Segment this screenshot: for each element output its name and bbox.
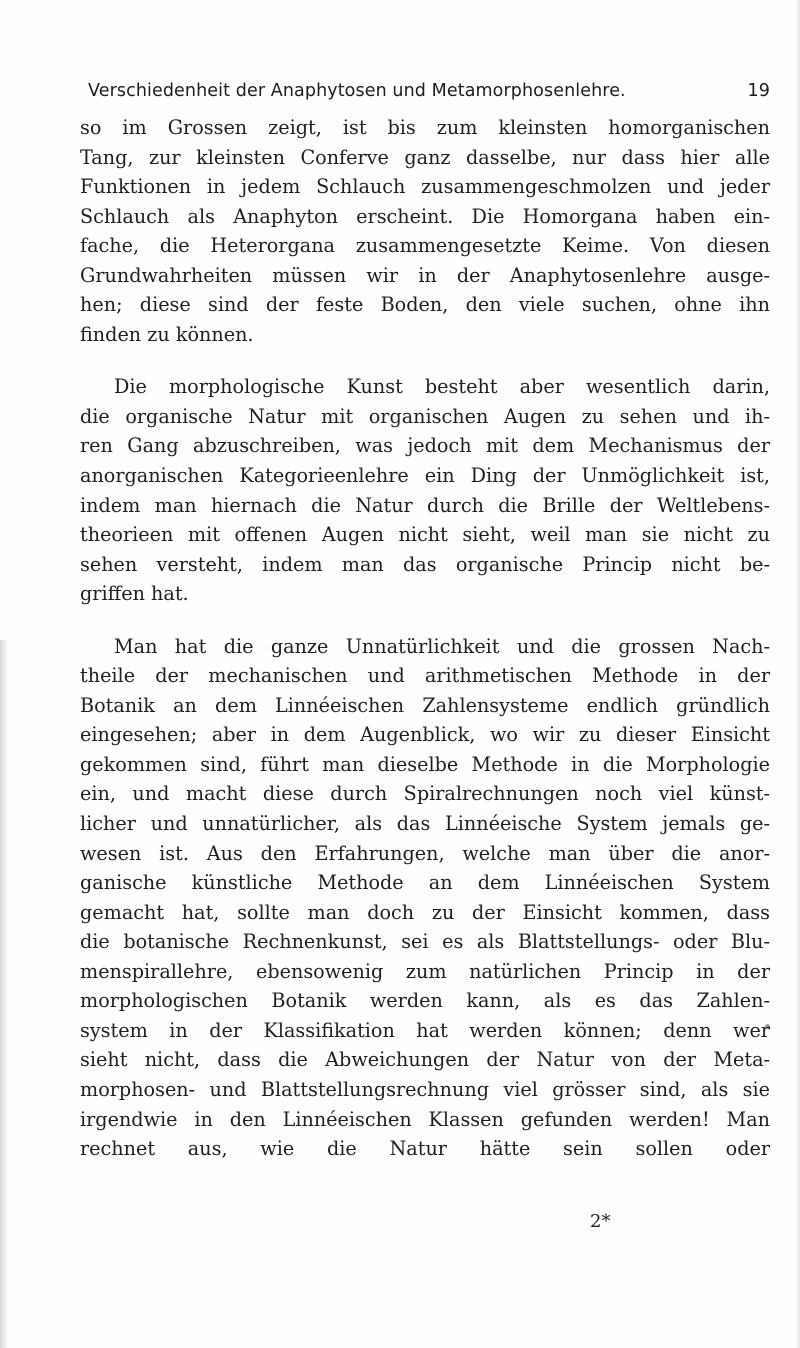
text-line: die organische Natur mit organischen Augen zu sehen und ih- [80,404,770,428]
paragraph-gap [80,609,770,632]
text-line: indem man hiernach die Natur durch die Brille der Weltlebens- [80,493,770,517]
text-line: eingesehen; aber in dem Augenblick, wo wir zu dieser Einsicht [80,723,770,747]
text-line: menspirallehre, ebensowenig zum natürlichen Princip in der [80,959,770,983]
text-line: Grundwahrheiten müssen wir in der Anaphytosenlehre ausge- [80,263,770,287]
text-line: morphosen- und Blattstellungsrechnung viel grösser sind, als sie [80,1077,770,1101]
page-edge-shadow [795,0,800,1348]
paragraph-gap [80,349,770,372]
text-line: fache, die Heterorgana zusammengesetzte Keime. Von diesen [80,234,770,258]
text-line: gemacht hat, sollte man doch zu der Einsicht kommen, dass [80,900,770,924]
paragraph [80,113,770,349]
text-line: licher und unnatürlicher, als das Linnéeische System jemals ge- [80,812,770,836]
text-line: irgendwie in den Linnéeischen Klassen gefunden werden! Man [80,1107,770,1131]
text-line: theorieen mit offenen Augen nicht sieht, weil man sie nicht zu [80,523,770,547]
text-line: system in der Klassifikation hat werden können; denn wer [80,1018,770,1042]
text-line: sieht nicht, dass die Abweichungen der Natur von der Meta- [80,1048,770,1072]
text-line: griffen hat. [80,582,189,606]
text-line: die botanische Rechnenkunst, sei es als Blattstellungs- oder Blu- [80,930,770,954]
text-line: Tang, zur kleinsten Conferve ganz dasselbe, nur dass hier alle [80,145,770,169]
text-line: Botanik an dem Linnéeischen Zahlensysteme endlich gründlich [80,693,770,717]
signature-mark: 2* [590,1211,611,1232]
binding-shadow [0,640,8,1348]
text-line: morphologischen Botanik werden kann, als es das Zahlen- [80,989,770,1013]
text-line: gekommen sind, führt man dieselbe Methode in die Morphologie [80,752,770,776]
text-line: Funktionen in jedem Schlauch zusammengeschmolzen und jeder [80,175,770,199]
running-head [88,81,780,109]
text-line: wesen ist. Aus den Erfahrungen, welche man über die anor- [80,841,770,865]
paragraph [80,372,770,608]
body-text [80,113,770,1164]
text-line: hen; diese sind der feste Boden, den viele suchen, ohne ihn [80,293,770,317]
text-line: Die morphologische Kunst besteht aber wesentlich darin, [114,375,770,399]
text-line: ganische künstliche Methode an dem Linnéeischen System [80,871,770,895]
running-head-title: Verschiedenheit der Anaphytosen und Metamorphosenlehre. [88,81,626,101]
paragraph [80,632,770,1164]
text-line: finden zu können. [80,322,254,346]
text-line: sehen versteht, indem man das organische Princip nicht be- [80,552,770,576]
text-line: so im Grossen zeigt, ist bis zum kleinsten homorganischen [80,116,770,139]
text-line: Schlauch als Anaphyton erscheint. Die Homorgana haben ein- [80,204,770,228]
text-line: anorganischen Kategorieenlehre ein Ding der Unmöglichkeit ist, [80,464,770,488]
page-number: 19 [747,81,770,101]
text-line: ein, und macht diese durch Spiralrechnungen noch viel künst- [80,782,770,806]
text-line: theile der mechanischen und arithmetischen Methode in der [80,664,770,688]
text-line: ren Gang abzuschreiben, was jedoch mit dem Mechanismus der [80,434,770,458]
text-line: rechnet aus, wie die Natur hätte sein sollen oder [80,1137,770,1161]
text-line: Man hat die ganze Unnatürlichkeit und die grossen Nach- [114,634,770,658]
